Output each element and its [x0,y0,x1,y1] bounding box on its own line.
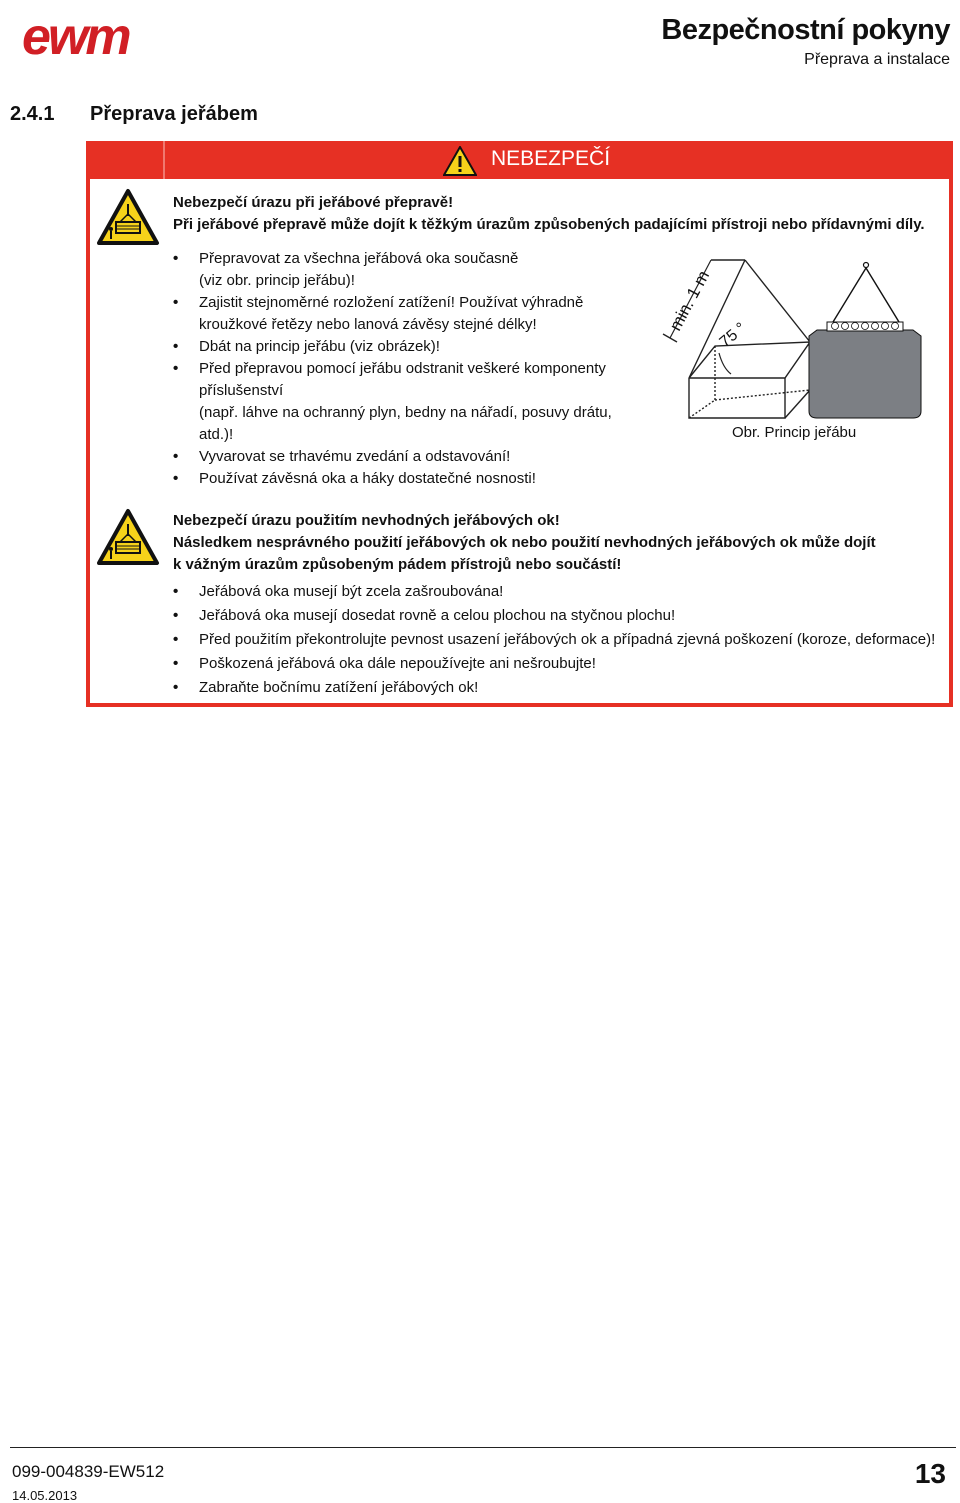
list-item: • Vyvarovat se trhavému zvedání a odstavování! [173,446,633,468]
hazard2-heading [173,510,876,576]
section-number: 2.4.1 [10,103,55,125]
page-number: 13 [914,1458,946,1489]
hazard2-heading-line1: Nebezpečí úrazu použitím nevhodných jeřábových ok! [173,512,560,529]
list-item: • Před použitím překontrolujte pevnost usazení jeřábových ok a případná zjevná poškození (koroze, deformace)! [173,628,948,652]
list-item: • Dbát na princip jeřábu (viz obrázek)! [173,336,633,358]
figure-caption: Obr. Princip jeřábu [732,424,857,441]
danger-header-separator [163,141,165,179]
document-code: 099-004839-EW512 [12,1462,165,1481]
section-title-text: Přeprava jeřábem [90,103,258,125]
crane-principle-diagram [655,250,955,432]
hazard2-heading-line3: k vážným úrazům způsobeným pádem přístrojů nebo součástí! [173,556,622,573]
list-item: • Zajistit stejnoměrné rozložení zatížení! Používat výhradně kroužkové řetězy nebo lanová závěsy stejné délky! [173,292,633,336]
list-item: • Zabraňte bočnímu zatížení jeřábových ok! [173,676,948,700]
list-item: • Přepravovat za všechna jeřábová oka současně (viz obr. princip jeřábu)! [173,248,633,292]
logo-text: ewm [22,8,129,66]
hazard1-heading [173,192,925,236]
list-item: • Před přepravou pomocí jeřábu odstranit veškeré komponenty příslušenství (např. láhve na ochranný plyn, bedny na nářadí, posuvy drátu, atd.)! [173,358,633,446]
angle-label: 75 ° [716,319,750,352]
footer-divider [10,1447,956,1448]
list-item: • Jeřábová oka musejí dosedat rovně a celou plochou na styčnou plochu! [173,604,948,628]
warning-triangle-icon [443,146,477,176]
machine-with-chain [809,263,921,419]
page-header-title: Bezpečnostní pokyny [661,14,950,46]
ewm-logo [22,8,164,68]
list-item: • Poškozená jeřábová oka dále nepoužívejte ani nešroubujte! [173,652,948,676]
list-item: • Jeřábová oka musejí být zcela zašroubována! [173,580,948,604]
suspended-load-hazard-icon [96,188,160,246]
list-item: • Používat závěsná oka a háky dostatečné nosnosti! [173,468,633,490]
hazard1-list [173,248,633,490]
hazard2-heading-line2: Následkem nesprávného použití jeřábových ok nebo použití nevhodných jeřábových ok může dojít [173,534,876,551]
danger-label: NEBEZPEČÍ [491,147,611,170]
suspended-load-hazard-icon [96,508,160,566]
document-date: 14.05.2013 [12,1488,78,1503]
page-header-subtitle: Přeprava a instalace [804,51,950,68]
hazard1-heading-line2: Při jeřábové přepravě může dojít k těžkým úrazům způsobených padajícími přístroji nebo přídavnými díly. [173,216,925,233]
hazard2-list [173,580,948,700]
hazard1-heading-line1: Nebezpečí úrazu při jeřábové přepravě! [173,194,454,211]
section-title [10,103,258,126]
length-label: min. 1 m [665,267,714,334]
